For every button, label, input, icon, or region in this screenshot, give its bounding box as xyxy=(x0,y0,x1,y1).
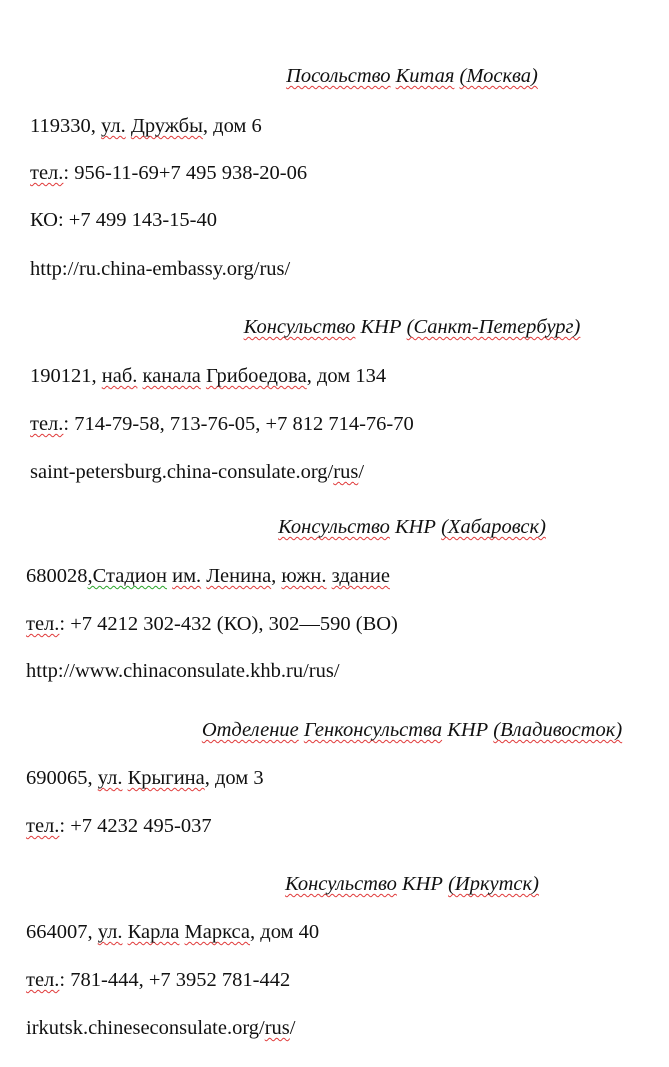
heading-word: (Москва) xyxy=(459,65,538,87)
heading-word: КНР xyxy=(396,873,449,895)
phone-label: тел. xyxy=(26,613,60,635)
heading-word: Консульство xyxy=(285,873,397,895)
phone-khabarovsk xyxy=(26,612,398,636)
address-khabarovsk xyxy=(26,564,390,588)
address-part: , дом 40 xyxy=(250,921,320,943)
address-part: им. xyxy=(172,565,202,587)
heading-word: Китая xyxy=(395,65,455,87)
address-irkutsk xyxy=(26,920,319,944)
address-vladivostok xyxy=(26,766,264,790)
url-irkutsk xyxy=(26,1016,296,1040)
address-part: Карла xyxy=(127,921,180,943)
phone-saint-petersburg xyxy=(30,412,414,436)
address-moscow xyxy=(30,114,262,138)
heading-word: Генконсульства xyxy=(303,719,443,741)
phone-value: : +7 4232 495-037 xyxy=(59,815,212,837)
heading-word: Консульство xyxy=(278,516,390,538)
url-part: / xyxy=(289,1017,296,1039)
address-part: , дом 3 xyxy=(204,767,264,789)
address-part: 690065, xyxy=(26,767,98,789)
address-part: 664007, xyxy=(26,921,98,943)
heading-word: КНР xyxy=(355,316,407,338)
url-moscow: http://ru.china-embassy.org/rus/ xyxy=(30,258,291,280)
address-part: ул. xyxy=(101,115,126,137)
address-part: Крыгина xyxy=(127,767,205,789)
address-part: Грибоедова xyxy=(205,365,307,387)
phone-value: : +7 4212 302-432 (КО), 302—590 (ВО) xyxy=(59,613,398,635)
url-part: rus xyxy=(333,461,359,483)
phone-value: : 714-79-58, 713-76-05, +7 812 714-76-70 xyxy=(63,413,414,435)
phone-moscow xyxy=(30,161,307,185)
address-saint-petersburg xyxy=(30,364,386,388)
heading-khabarovsk xyxy=(0,515,669,539)
address-part: южн. xyxy=(281,565,327,587)
phone-label: тел. xyxy=(30,162,64,184)
address-part: , дом 134 xyxy=(306,365,387,387)
address-part: Дружбы xyxy=(130,115,203,137)
address-part: 190121, xyxy=(30,365,102,387)
url-saint-petersburg xyxy=(30,460,364,484)
phone-label: тел. xyxy=(26,815,60,837)
address-part: наб. xyxy=(101,365,138,387)
address-part: ,Стадион xyxy=(87,565,167,587)
phone-irkutsk xyxy=(26,968,290,992)
address-part: 119330, xyxy=(30,115,101,137)
address-part: 680028 xyxy=(26,565,88,587)
heading-word: Посольство xyxy=(286,65,391,87)
heading-word: Отделение xyxy=(201,719,299,741)
address-part: ул. xyxy=(97,921,123,943)
phone-vladivostok xyxy=(26,814,212,838)
phone-label: тел. xyxy=(26,969,60,991)
phone-value: : 956-11-69+7 495 938-20-06 xyxy=(63,162,308,184)
heading-irkutsk xyxy=(0,872,669,896)
url-part: rus xyxy=(264,1017,290,1039)
heading-word: (Санкт-Петербург) xyxy=(406,316,581,338)
address-part: канала xyxy=(142,365,201,387)
phone-label: тел. xyxy=(30,413,64,435)
heading-vladivostok xyxy=(0,718,669,742)
heading-word: КНР xyxy=(442,719,494,741)
heading-saint-petersburg xyxy=(0,315,669,339)
address-part: Маркса xyxy=(184,921,251,943)
heading-word: (Иркутск) xyxy=(448,873,539,895)
heading-moscow xyxy=(0,64,669,88)
consular-phone-moscow: КО: +7 499 143-15-40 xyxy=(30,209,218,231)
heading-word: Консульство xyxy=(243,316,356,338)
heading-word: (Хабаровск) xyxy=(441,516,546,538)
address-part: Ленина xyxy=(206,565,272,587)
address-part: , дом 6 xyxy=(202,115,262,137)
heading-word: (Владивосток) xyxy=(493,719,623,741)
url-part: saint-petersburg.china-consulate.org/ xyxy=(30,461,334,483)
phone-value: : 781-444, +7 3952 781-442 xyxy=(59,969,291,991)
address-part: здание xyxy=(331,565,390,587)
address-part: ул. xyxy=(97,767,123,789)
url-part: / xyxy=(358,461,365,483)
address-part: , xyxy=(271,565,282,587)
url-khabarovsk: http://www.chinaconsulate.khb.ru/rus/ xyxy=(26,660,340,682)
heading-word: КНР xyxy=(389,516,442,538)
url-part: irkutsk.chineseconsulate.org/ xyxy=(26,1017,265,1039)
